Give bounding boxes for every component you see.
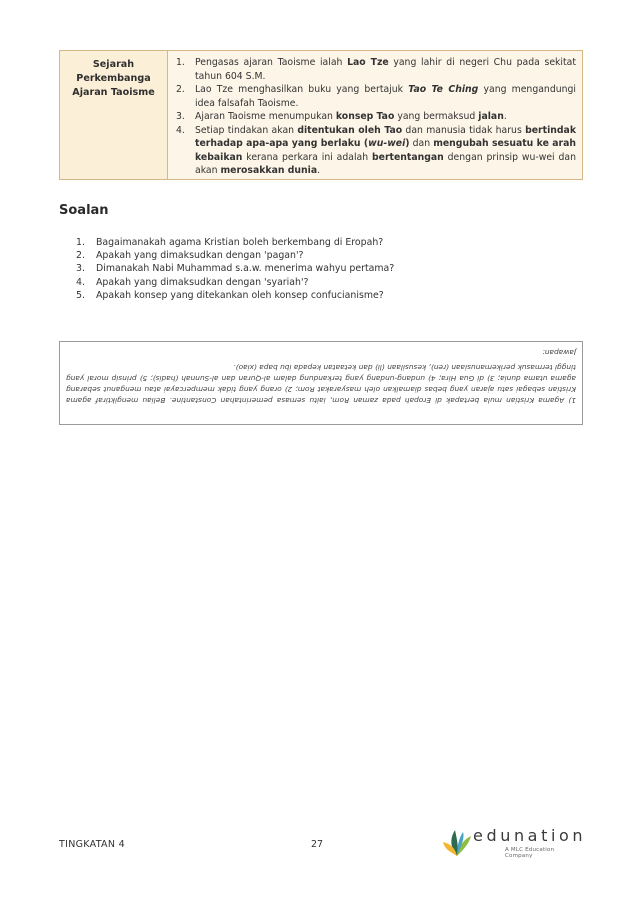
text-segment: mengubah sesuatu ke arah kebaikan <box>195 138 576 163</box>
heading-line-2: Perkembanga <box>76 73 151 84</box>
question-number: 1. <box>76 237 85 248</box>
question-item-5 <box>76 289 596 302</box>
text-segment: kerana perkara ini adalah <box>242 151 372 163</box>
question-number: 5. <box>76 289 85 301</box>
text-segment: bertentangan <box>372 151 444 163</box>
question-item-1 <box>76 236 596 249</box>
answer-label: Jawapan: <box>542 348 576 357</box>
text-segment: Lao Tze menghasilkan buku yang bertajuk <box>195 84 409 95</box>
question-text: Apakah yang dimaksudkan dengan 'syariah'? <box>96 276 309 288</box>
question-item-2 <box>76 249 596 262</box>
heading-line-3: Ajaran Taoisme <box>72 87 155 98</box>
text-segment: yang bermaksud <box>394 111 479 122</box>
text-segment: Ajaran Taoisme menumpukan <box>195 111 336 122</box>
footer-form-level: TINGKATAN 4 <box>59 839 125 850</box>
point-text <box>195 124 576 178</box>
text-segment: . <box>503 111 507 122</box>
question-item-4 <box>76 276 596 289</box>
text-segment: dengan prinsip wu-wei dan akan <box>195 151 576 176</box>
upside-down-answer <box>66 347 576 406</box>
point-text <box>195 83 576 110</box>
table-heading-cell <box>60 51 168 179</box>
heading-line-1: Sejarah <box>92 59 135 70</box>
question-text: Dimanakah Nabi Muhammad s.a.w. menerima wahyu pertama? <box>96 263 395 275</box>
questions-heading: Soalan <box>59 203 109 218</box>
question-number: 2. <box>76 250 85 262</box>
logo-wordmark: edunation <box>473 826 587 845</box>
text-segment: merosakkan dunia <box>220 165 318 176</box>
question-text: Apakah yang dimaksudkan dengan 'pagan'? <box>96 250 304 262</box>
question-text: Apakah konsep yang ditekankan oleh konsep confucianisme? <box>96 289 384 301</box>
table-point-1 <box>176 56 576 83</box>
question-number: 4. <box>76 276 85 288</box>
question-number: 3. <box>76 263 85 275</box>
text-segment: yang lahir di negeri Chu pada sekitat tahun 604 S.M. <box>195 57 576 82</box>
question-item-3 <box>76 262 596 275</box>
table-point-2 <box>176 83 576 110</box>
text-segment: Lao Tze <box>347 57 389 68</box>
point-number: 4. <box>176 124 185 136</box>
point-number: 2. <box>176 84 185 95</box>
leaf-logo-icon <box>441 826 473 858</box>
text-segment: dan <box>409 138 434 149</box>
text-segment: . <box>317 165 321 176</box>
history-table <box>59 50 583 180</box>
text-segment: Tao Te Ching <box>408 84 479 95</box>
point-text <box>195 56 576 83</box>
text-segment: ditentukan oleh Tao <box>297 124 403 136</box>
text-segment: Setiap tindakan akan <box>195 124 298 136</box>
answer-box <box>59 341 583 425</box>
text-segment: bertindak terhadap apa-apa yang berlaku ( <box>195 124 576 149</box>
question-text: Bagaimanakah agama Kristian boleh berkembang di Eropah? <box>96 237 384 248</box>
answer-text: 1) Agama Kristian mula bertapak di Eropah pada zaman Rom, iaitu semasa pemerintahan Constantine. Beliau mengiktiraf agama Kristian sebagai satu ajaran yang bebas diamalkan oleh masyarakat Rom; 2) orang yang tidak mempercayai atau menganut sebarang agama utama dunia; 3) di Gua Hira; 4) undang-undang yang terkandung dalam al-Quran dan al-Sunnah (hadis); 5) prinsip moral yang tinggi termasuk perikemanusiaan (ren), kesusilaan (li) dan ketaatan kepada ibu bapa (xiao). <box>66 363 576 405</box>
point-number: 1. <box>176 57 185 68</box>
text-segment: Pengasas ajaran Taoisme ialah <box>195 57 348 68</box>
edunation-logo <box>441 826 587 859</box>
table-point-4 <box>176 124 576 178</box>
page-number: 27 <box>311 839 324 850</box>
text-segment: yang mengandungi idea falsafah Taoisme. <box>195 84 576 109</box>
point-text <box>195 110 576 124</box>
table-point-3 <box>176 110 576 124</box>
questions-list <box>76 236 596 302</box>
taoism-points-list <box>176 56 576 178</box>
text-segment: jalan <box>478 111 504 122</box>
point-number: 3. <box>176 111 185 122</box>
text-segment: wu-wei <box>368 138 406 149</box>
text-segment: konsep Tao <box>335 111 395 122</box>
logo-tagline: A MLC Education Company <box>505 847 555 859</box>
table-content-cell <box>168 51 582 179</box>
text-segment: dan manusia tidak harus <box>402 124 526 136</box>
text-segment: ) <box>405 138 410 149</box>
